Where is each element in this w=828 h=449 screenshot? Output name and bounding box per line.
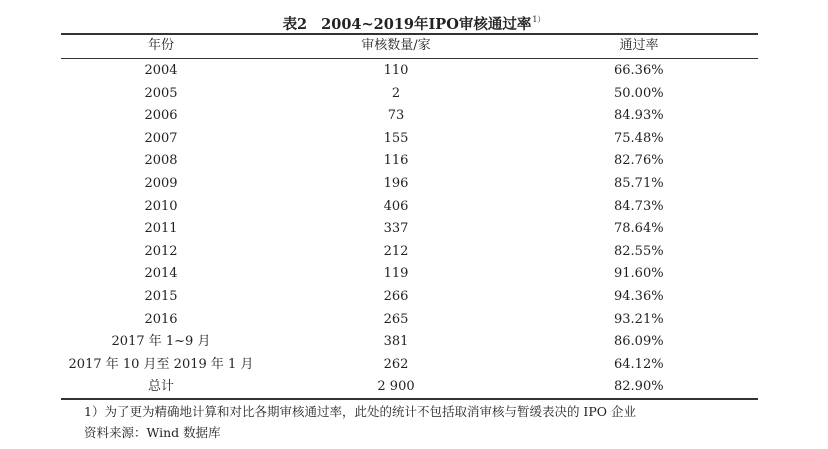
cell-review-count: 265 — [383, 311, 409, 327]
cell-review-count: 2 900 — [377, 379, 415, 395]
cell-year: 总计 — [147, 379, 174, 395]
table-row — [61, 196, 758, 219]
cell-pass-rate: 94.36% — [614, 289, 664, 304]
cell-pass-rate: 93.21% — [614, 311, 664, 327]
cell-pass-rate: 84.73% — [614, 198, 664, 214]
cell-year: 2011 — [144, 221, 178, 237]
table-row — [61, 263, 758, 286]
table-header-rule — [61, 58, 758, 59]
cell-year: 2010 — [144, 198, 178, 214]
cell-pass-rate: 82.76% — [614, 153, 664, 169]
cell-pass-rate: 86.09% — [614, 334, 664, 350]
cell-year: 2017 年 1~9 月 — [111, 334, 211, 350]
cell-year: 2016 — [144, 311, 178, 327]
cell-year: 2008 — [144, 153, 178, 169]
cell-year: 2007 — [144, 130, 178, 146]
cell-year: 2015 — [144, 289, 178, 304]
cell-review-count: 212 — [383, 243, 409, 259]
source-note: 资料来源：Wind 数据库 — [84, 425, 221, 440]
cell-pass-rate: 50.00% — [614, 85, 664, 101]
table-bottom-rule — [61, 398, 758, 400]
cell-year: 2009 — [144, 176, 178, 191]
table-row — [61, 60, 758, 83]
cell-review-count: 2 — [391, 85, 401, 101]
table-title — [0, 11, 828, 34]
table-row — [61, 286, 758, 309]
cell-review-count: 119 — [383, 266, 409, 282]
table-row — [61, 128, 758, 151]
cell-year: 2017 年 10 月至 2019 年 1 月 — [68, 356, 254, 372]
cell-pass-rate: 84.93% — [614, 108, 664, 124]
cell-year: 2012 — [144, 243, 178, 259]
table-row — [61, 218, 758, 241]
cell-pass-rate: 82.55% — [614, 243, 664, 259]
table-row — [61, 376, 758, 399]
cell-year: 2004 — [144, 63, 178, 78]
table-row — [61, 105, 758, 128]
cell-review-count: 196 — [383, 176, 409, 191]
cell-pass-rate: 66.36% — [614, 63, 664, 78]
table-header-row — [61, 35, 758, 58]
cell-review-count: 337 — [383, 221, 409, 237]
cell-pass-rate: 82.90% — [614, 379, 664, 395]
table-notes — [84, 401, 636, 443]
cell-review-count: 381 — [383, 334, 409, 350]
cell-year: 2005 — [144, 85, 178, 101]
header-pass-rate: 通过率 — [619, 38, 659, 53]
cell-review-count: 73 — [387, 108, 405, 124]
table-row — [61, 241, 758, 264]
header-review-count: 审核数量/家 — [361, 38, 431, 53]
title-footnote-ref: 1） — [532, 15, 546, 24]
cell-review-count: 116 — [383, 153, 409, 169]
footnote: 1）为了更为精确地计算和对比各期审核通过率，此处的统计不包括取消审核与暂缓表决的 IPO 企业 — [84, 404, 636, 419]
table-row — [61, 354, 758, 377]
table-row — [61, 173, 758, 196]
table-title-main: 2004~2019年IPO审核通过率 — [321, 16, 532, 33]
table-title-prefix: 表2 — [282, 16, 308, 33]
table-row — [61, 309, 758, 332]
cell-pass-rate: 85.71% — [614, 176, 664, 191]
cell-pass-rate: 64.12% — [614, 356, 664, 372]
cell-review-count: 155 — [383, 130, 409, 146]
cell-review-count: 406 — [383, 198, 409, 214]
header-year: 年份 — [147, 38, 174, 53]
cell-review-count: 266 — [383, 289, 409, 304]
cell-pass-rate: 78.64% — [614, 221, 664, 237]
table-row — [61, 331, 758, 354]
cell-year: 2006 — [144, 108, 178, 124]
table-row — [61, 83, 758, 106]
cell-year: 2014 — [144, 266, 178, 282]
cell-pass-rate: 91.60% — [614, 266, 664, 282]
cell-pass-rate: 75.48% — [614, 130, 664, 146]
table-row — [61, 150, 758, 173]
cell-review-count: 110 — [383, 63, 409, 78]
cell-review-count: 262 — [383, 356, 409, 372]
